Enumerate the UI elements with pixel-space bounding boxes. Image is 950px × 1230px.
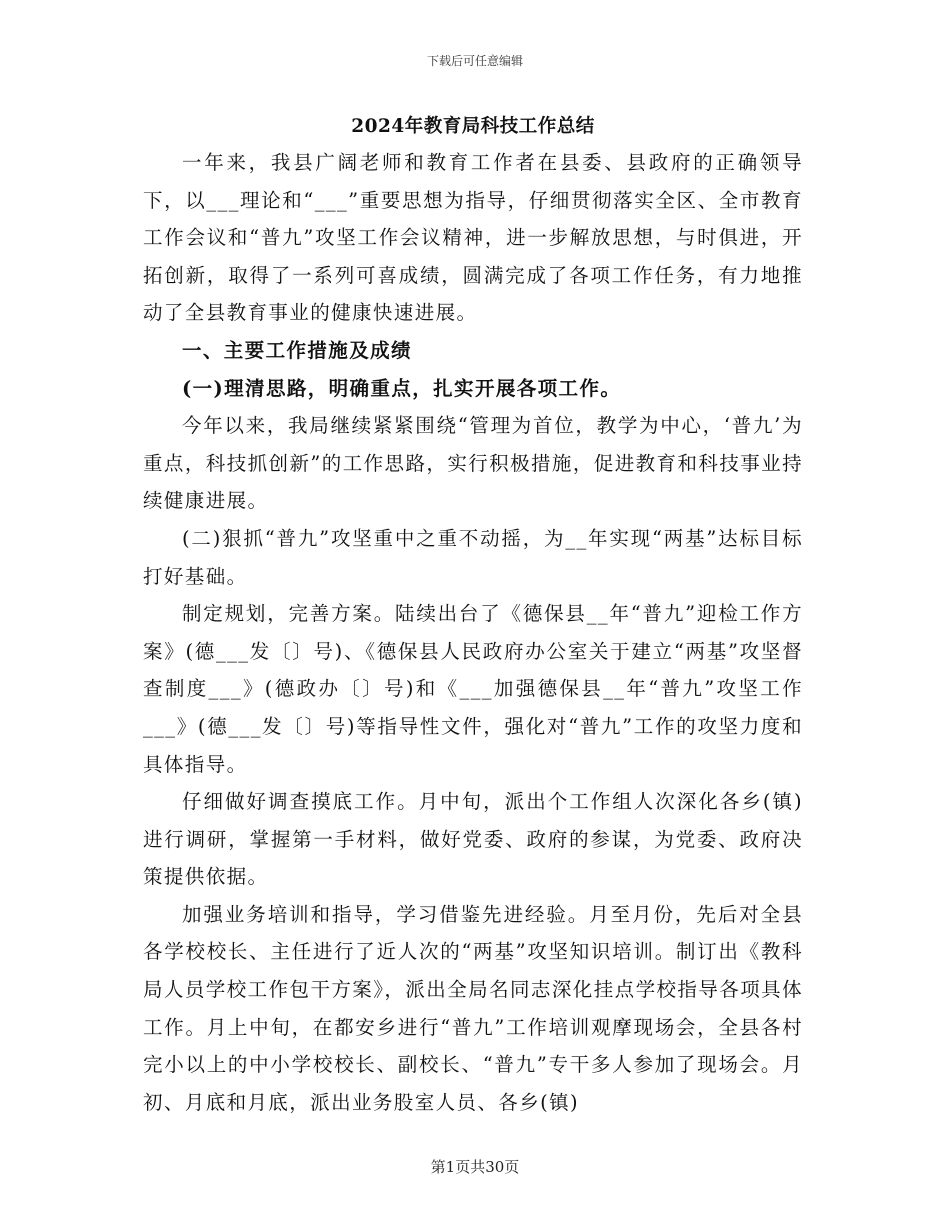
document-body bbox=[143, 110, 803, 1121]
page-header-note: 下载后可任意编辑 bbox=[426, 54, 523, 68]
paragraph-work-approach: 今年以来，我局继续紧紧围绕“管理为首位，教学为中心，‘普九’为重点，科技抓创新”的工作思路，实行积极措施，促进教育和科技事业持续健康进展。 bbox=[143, 414, 803, 513]
paragraph-survey: 仔细做好调查摸底工作。月中旬，派出个工作组人次深化各乡(镇)进行调研，掌握第一手材料，做好党委、政府的参谋，为党委、政府决策提供依据。 bbox=[143, 790, 803, 889]
paragraph-training: 加强业务培训和指导，学习借鉴先进经验。月至月份，先后对全县各学校校长、主任进行了近人次的“两基”攻坚知识培训。制订出《教科局人员学校工作包干方案》，派出全局名同志深化挂点学校指导各项具体工作。月上中旬，在都安乡进行“普九”工作培训观摩现场会，全县各村完小以上的中小学校校长、副校长、“普九”专干多人参加了现场会。月初、月底和月底，派出业务股室人员、各乡(镇) bbox=[143, 902, 803, 1114]
paragraph-intro: 一年来，我县广阔老师和教育工作者在县委、县政府的正确领导下，以___理论和“___”重要思想为指导，仔细贯彻落实全区、全市教育工作会议和“普九”攻坚工作会议精神，进一步解放思想，与时俱进，开拓创新，取得了一系列可喜成绩，圆满完成了各项工作任务，有力地推动了全县教育事业的健康快速进展。 bbox=[143, 151, 803, 325]
subsection-heading-2: (二)狠抓“普九”攻坚重中之重不动摇，为__年实现“两基”达标目标打好基础。 bbox=[143, 526, 803, 588]
subsection-heading-1: (一)理清思路，明确重点，扎实开展各项工作。 bbox=[182, 376, 622, 400]
page-number: 第1页共30页 bbox=[430, 1158, 520, 1176]
section-heading-main-measures: 一、主要工作措施及成绩 bbox=[182, 338, 412, 362]
paragraph-planning: 制定规划，完善方案。陆续出台了《德保县__年“普九”迎检工作方案》(德___发〔〕号)、《德保县人民政府办公室关于建立“两基”攻坚督查制度___》(德政办〔〕号)和《___加强德保县__年“普九”攻坚工作___》(德___发〔〕号)等指导性文件，强化对“普九”工作的攻坚力度和具体指导。 bbox=[143, 602, 803, 776]
document-title: 2024年教育局科技工作总结 bbox=[351, 116, 595, 137]
